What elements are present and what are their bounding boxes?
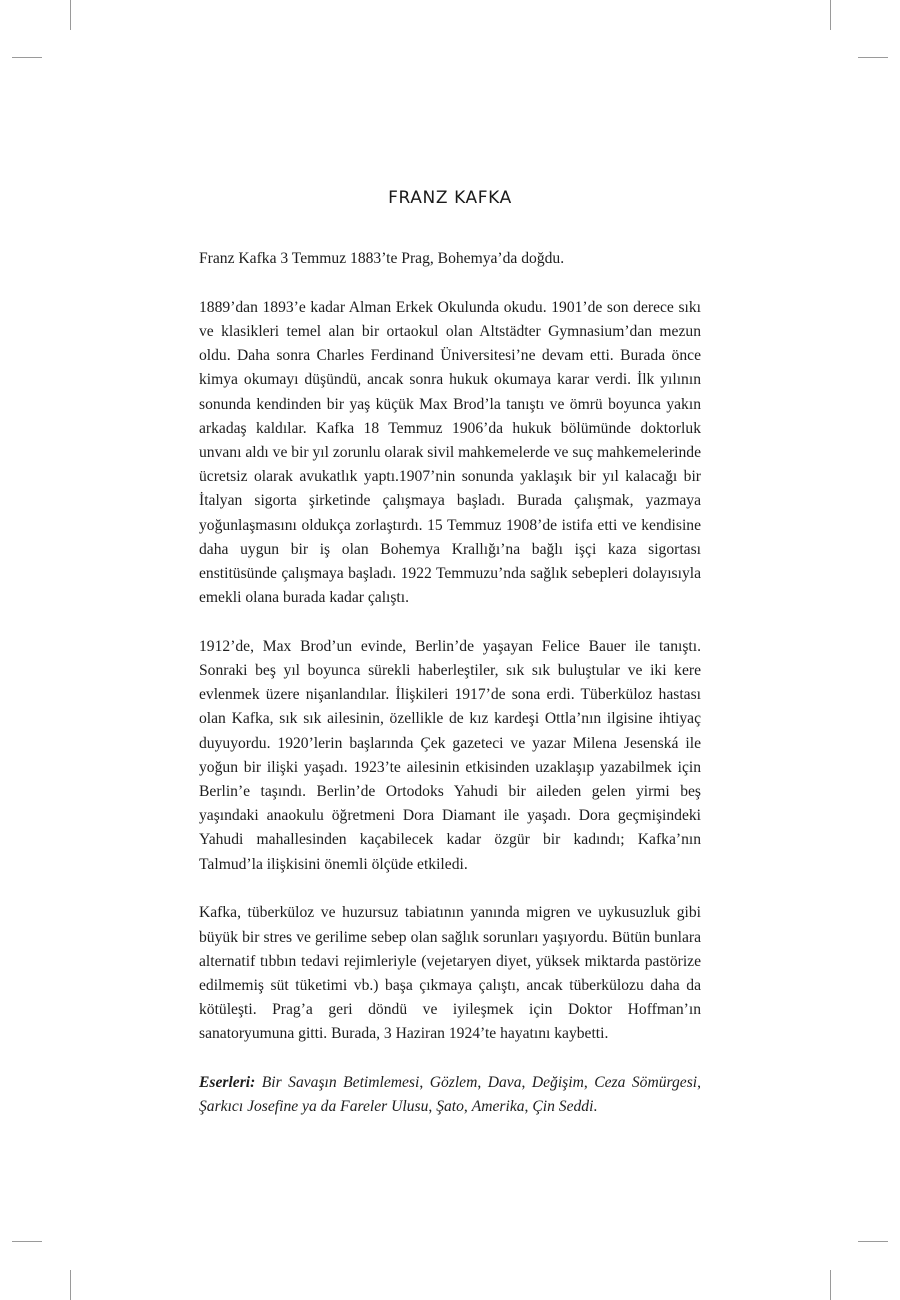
works-label: Eserleri: xyxy=(199,1074,256,1092)
work-title: Amerika xyxy=(471,1098,525,1116)
paragraph-education-career: 1889’dan 1893’e kadar Alman Erkek Okulunda okudu. 1901’de son derece sıkı ve klasikleri temel alan bir ortaokul olan Altstädter Gymnasium’dan mezun oldu. Daha sonra Charles Ferdinand Üniversitesi’ne devam etti. Burada önce kimya okumayı düşündü, ancak sonra hukuk okumaya karar verdi. İlk yılının sonunda kendinden bir yaş küçük Max Brod’la tanıştı ve ömrü boyunca yakın arkadaş kaldılar. Kafka 18 Temmuz 1906’da hukuk bölümünde doktorluk unvanı aldı ve bir yıl zorunlu olarak sivil mahkemelerde ve suç mahkemelerinde ücretsiz olarak avukatlık yaptı.1907’nin sonunda yaklaşık bir yıl kalacağı bir İtalyan sigorta şirketinde çalışmaya başladı. Burada çalışmak, yazmaya yoğunlaşmasını oldukça zorlaştırdı. 15 Temmuz 1908’de istifa etti ve kendisine daha uygun bir iş olan Bohemya Krallığı’na bağlı işçi kaza sigortası enstitüsünde çalışmaya başladı. 1922 Temmuzu’nda sağlık sebepleri dolayısıyla emekli olana burada kadar çalıştı. xyxy=(199,298,701,607)
crop-mark-top-right-vertical xyxy=(830,0,831,30)
crop-mark-bottom-left-horizontal xyxy=(12,1241,42,1242)
crop-mark-bottom-left-vertical xyxy=(70,1270,71,1300)
work-title: Değişim xyxy=(531,1074,584,1092)
works-items: Bir Savaşın Betimlemesi, Gözlem, Dava, Değişim, Ceza Sömürgesi, Şarkıcı Josefine ya da Fareler Ulusu, Şato, Amerika, Çin Seddi. xyxy=(199,1074,702,1116)
crop-mark-bottom-right-vertical xyxy=(830,1270,831,1300)
paragraph-birth: Franz Kafka 3 Temmuz 1883’te Prag, Bohemya’da doğdu. xyxy=(199,250,565,267)
work-title: Çin Seddi xyxy=(532,1098,594,1116)
paragraph-illness-death: Kafka, tüberküloz ve huzursuz tabiatının yanında migren ve uykusuzluk gibi büyük bir stres ve gerilime sebep olan sağlık sorunları yaşıyordu. Bütün bunlara alternatif tıbbın tedavi rejimleriyle (vejetaryen diyet, yüksek miktarda pastörize edilmemiş süt tüketimi vb.) başa çıkmaya çalıştı, ancak tüberkülozu daha da kötüleşti. Prag’a geri döndü ve iyileşmek için Doktor Hoffman’ın sanatoryumuna gitti. Burada, 3 Haziran 1924’te hayatını kaybetti. xyxy=(199,904,701,1043)
work-title: Gözlem xyxy=(429,1074,478,1092)
work-title: Ceza Sömürgesi xyxy=(594,1074,698,1092)
crop-mark-top-right-horizontal xyxy=(858,57,888,58)
crop-mark-top-left-vertical xyxy=(70,0,71,30)
page-title: FRANZ KAFKA xyxy=(388,188,512,208)
crop-mark-top-left-horizontal xyxy=(12,57,42,58)
work-title: Bir Savaşın Betimlemesi xyxy=(261,1074,420,1092)
crop-mark-bottom-right-horizontal xyxy=(858,1241,888,1242)
paragraph-relationships: 1912’de, Max Brod’un evinde, Berlin’de yaşayan Felice Bauer ile tanıştı. Sonraki beş yıl boyunca sürekli haberleştiler, sık sık buluştular ve iki kere evlenmek üzere nişanlandılar. İlişkileri 1917’de sona erdi. Tüberküloz hastası olan Kafka, sık sık ailesinin, özellikle de kız kardeşi Ottla’nın ilgisine ihtiyaç duyuyordu. 1920’lerin başlarında Çek gazeteci ve yazar Milena Jesenská ile yoğun bir ilişki yaşadı. 1923’te ailesinin etkisinden uzaklaşıp yazabilmek için Berlin’e taşındı. Berlin’de Ortodoks Yahudi bir aileden gelen yirmi beş yaşındaki anaokulu öğretmeni Dora Diamant ile yaşadı. Dora geçmişindeki Yahudi mahallesinden kaçabilecek kadar özgür bir kadındı; Kafka’nın Talmud’la ilişkisini önemli ölçüde etkiledi. xyxy=(199,637,701,873)
work-title: Şarkıcı Josefine ya da Fareler Ulusu xyxy=(199,1098,429,1116)
works-list xyxy=(199,1071,701,1119)
work-title: Şato xyxy=(436,1098,464,1116)
biography-text xyxy=(199,247,701,1144)
work-title: Dava xyxy=(487,1074,522,1092)
